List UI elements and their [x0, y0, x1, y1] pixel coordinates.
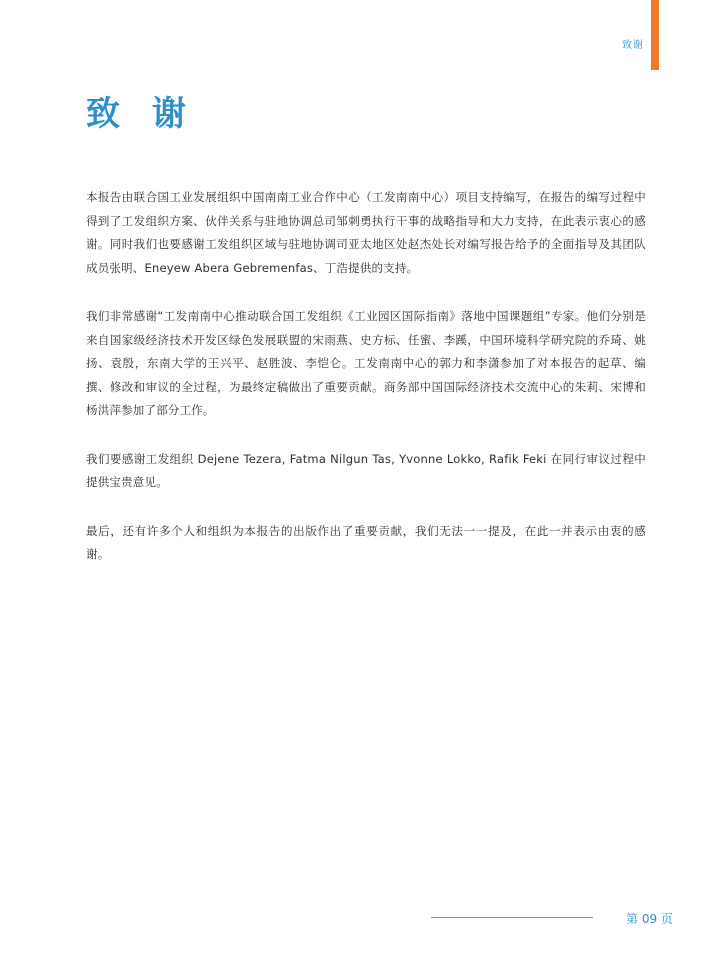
footer-divider — [431, 917, 593, 918]
page-title: 致 谢 — [86, 94, 196, 134]
header-accent-bar — [651, 0, 659, 70]
acknowledgements-body — [86, 186, 646, 592]
paragraph-closing: 最后，还有许多个人和组织为本报告的出版作出了重要贡献，我们无法一一提及，在此一并表示由衷的感谢。 — [86, 523, 646, 561]
page-number: 第 09 页 — [626, 912, 673, 926]
paragraph-intro: 本报告由联合国工业发展组织中国南南工业合作中心（工发南南中心）项目支持编写，在报告的编写过程中得到了工发组织方案、伙伴关系与驻地协调总司邹刺勇执行干事的战略指导和大力支持，在此表示衷心的感谢。同时我们也要感谢工发组织区域与驻地协调司亚太地区处赵杰处长对编写报告给予的全面指导及其团队成员张明、Eneyew Abera Gebremenfas、丁浩提供的支持。 — [86, 190, 646, 275]
paragraph-reviewers: 我们要感谢工发组织 Dejene Tezera, Fatma Nilgun Tas, Yvonne Lokko, Rafik Feki 在同行审议过程中提供宝贵意见。 — [86, 451, 646, 489]
paragraph-experts: 我们非常感谢“工发南南中心推动联合国工发组织《工业园区国际指南》落地中国课题组”专家。他们分别是来自国家级经济技术开发区绿色发展联盟的宋雨燕、史方标、任蜜、李蹊，中国环境科学研究院的乔琦、姚扬、袁殷，东南大学的王兴平、赵胜波、李恺仑。工发南南中心的郭力和李潇参加了对本报告的起草、编撰、修改和审议的全过程，为最终定稿做出了重要贡献。商务部中国国际经济技术交流中心的朱莉、宋博和杨洪萍参加了部分工作。 — [86, 309, 646, 417]
running-header: 致谢 — [622, 40, 644, 51]
